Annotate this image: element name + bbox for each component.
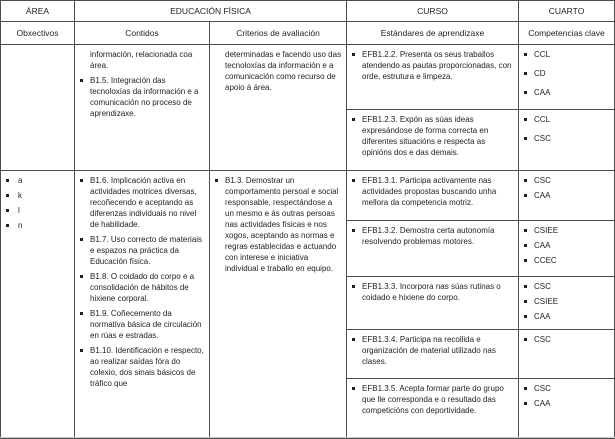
bullet-icon	[6, 224, 9, 227]
competency-text: CSIEE	[534, 297, 559, 306]
content-text: B1.10. Identificación e respecto, ao realizar saídas fóra do colexio, dos sinais básicos de tráfico que	[90, 346, 204, 388]
cell-standard	[347, 45, 519, 110]
competency-item	[523, 383, 610, 394]
content-text: B1.5. Integración das tecnoloxías da información e a comunicación no proceso de aprendizaxe.	[90, 76, 199, 118]
competency-item	[523, 240, 610, 251]
standard-item	[351, 114, 514, 158]
standard-item	[351, 175, 514, 208]
cell-objectives-block2	[1, 171, 75, 439]
objective-text: n	[18, 221, 23, 230]
content-text: B1.9. Coñecemento da normativa básica de circulación en rúas e estradas.	[90, 309, 202, 340]
bullet-icon	[524, 338, 527, 341]
cell-standard	[347, 379, 519, 439]
competency-item	[523, 133, 610, 144]
competency-text: CSC	[534, 282, 551, 291]
objective-text: l	[18, 206, 20, 215]
bullet-icon	[524, 137, 527, 140]
bullet-icon	[524, 91, 527, 94]
bullet-icon	[352, 338, 355, 341]
content-item	[79, 175, 205, 230]
criteria-item	[214, 175, 342, 274]
bullet-icon	[215, 179, 218, 182]
cell-standard	[347, 221, 519, 277]
bullet-icon	[524, 194, 527, 197]
competency-item	[523, 334, 610, 345]
col-header-competencias: Competencias clave	[519, 22, 615, 45]
content-item	[79, 345, 205, 389]
content-text: B1.6. Implicación activa en actividades motrices diversas, recoñecendo e aceptando as diferenzas individuais no nivel de habilidade.	[90, 176, 197, 229]
header-course: CURSO	[347, 1, 519, 22]
bullet-icon	[80, 179, 83, 182]
objective-item	[5, 175, 70, 186]
competency-item	[523, 225, 610, 236]
competency-text: CAA	[534, 241, 551, 250]
bullet-icon	[6, 209, 9, 212]
competency-item	[523, 398, 610, 409]
content-item	[79, 234, 205, 267]
bullet-icon	[352, 118, 355, 121]
competency-text: CSC	[534, 335, 551, 344]
standard-text: EFB1.2.2. Presenta os seus traballos atendendo as pautas proporcionadas, con orde, estrutura e limpeza.	[362, 50, 512, 81]
standard-text: EFB1.3.5. Acepta formar parte do grupo que lle corresponda e o resultado das competicións con deportividade.	[362, 384, 504, 415]
competency-item	[523, 255, 610, 266]
cell-competencies	[519, 221, 615, 277]
standard-item	[351, 225, 514, 247]
objective-text: a	[18, 176, 23, 185]
standard-text: EFB1.3.2. Demostra certa autonomía resolvendo problemas motores.	[362, 226, 495, 246]
competency-item	[523, 114, 610, 125]
standard-item	[351, 383, 514, 416]
bullet-icon	[524, 259, 527, 262]
content-item	[79, 271, 205, 304]
bullet-icon	[80, 238, 83, 241]
col-header-contidos: Contidos	[75, 22, 210, 45]
bullet-icon	[524, 118, 527, 121]
competency-item	[523, 281, 610, 292]
bullet-icon	[6, 194, 9, 197]
competency-text: CD	[534, 69, 546, 78]
standard-text: EFB1.3.1. Participa activamente nas actividades propostas buscando unha mellora da competencia motriz.	[362, 176, 497, 207]
objective-item	[5, 220, 70, 231]
competency-item	[523, 68, 610, 79]
competency-text: CSC	[534, 134, 551, 143]
cell-competencies	[519, 330, 615, 379]
cell-standard	[347, 330, 519, 379]
competency-text: CAA	[534, 191, 551, 200]
bullet-icon	[524, 315, 527, 318]
objective-item	[5, 190, 70, 201]
bullet-icon	[352, 285, 355, 288]
bullet-icon	[524, 179, 527, 182]
cell-contents-block1	[75, 45, 210, 171]
criteria-text: B1.3. Demostrar un comportamento persoal e social responsable, respectándose a un mesmo e ás outras persoas nas actividades físicas e nos xogos, aceptando as normas e regras establecidas e actuando con interese e iniciativa individual e traballo en equipo.	[225, 176, 339, 273]
bullet-icon	[6, 179, 9, 182]
bullet-icon	[352, 53, 355, 56]
bullet-icon	[524, 300, 527, 303]
bullet-icon	[524, 244, 527, 247]
competency-text: CCL	[534, 50, 551, 59]
bullet-icon	[524, 285, 527, 288]
header-subject: EDUCACIÓN FÍSICA	[75, 1, 347, 22]
col-header-obxectivos: Obxectivos	[1, 22, 75, 45]
content-item	[79, 308, 205, 341]
competency-text: CAA	[534, 88, 551, 97]
competency-item	[523, 49, 610, 60]
bullet-icon	[524, 402, 527, 405]
bullet-icon	[524, 229, 527, 232]
criteria-text: determinadas e facendo uso das tecnoloxías da información e a comunicación como recurso de apoio á área.	[225, 50, 342, 92]
standard-text: EFB1.3.4. Participa na recollida e organización de material utilizado nas clases.	[362, 335, 496, 366]
criteria-item	[214, 49, 342, 93]
standard-item	[351, 49, 514, 82]
competency-text: CAA	[534, 399, 551, 408]
competency-text: CCL	[534, 115, 551, 124]
content-item	[79, 49, 205, 71]
competency-text: CSIEE	[534, 226, 559, 235]
competency-text: CSC	[534, 384, 551, 393]
objective-item	[5, 205, 70, 216]
cell-criteria-block2	[210, 171, 347, 439]
cell-standard	[347, 171, 519, 221]
competency-item	[523, 190, 610, 201]
cell-competencies	[519, 379, 615, 439]
header-area: ÁREA	[1, 1, 75, 22]
content-text: información, relacionada coa área.	[90, 50, 193, 70]
competency-item	[523, 87, 610, 98]
competency-text: CAA	[534, 312, 551, 321]
bullet-icon	[80, 312, 83, 315]
standard-item	[351, 281, 514, 303]
page-edge-divider	[0, 437, 615, 438]
cell-competencies	[519, 110, 615, 171]
cell-standard	[347, 277, 519, 330]
competency-item	[523, 311, 610, 322]
bullet-icon	[352, 387, 355, 390]
bullet-icon	[524, 53, 527, 56]
bullet-icon	[80, 79, 83, 82]
competency-text: CCEC	[534, 256, 557, 265]
standard-item	[351, 334, 514, 367]
competency-item	[523, 296, 610, 307]
cell-competencies	[519, 171, 615, 221]
col-header-criterios: Criterios de avaliación	[210, 22, 347, 45]
competency-text: CSC	[534, 176, 551, 185]
bullet-icon	[524, 387, 527, 390]
content-text: B1.7. Uso correcto de materiais e espazos na práctica da Educación física.	[90, 235, 203, 266]
cell-contents-block2	[75, 171, 210, 439]
cell-competencies	[519, 45, 615, 110]
bullet-icon	[352, 179, 355, 182]
standard-text: EFB1.3.3. Incorpora nas súas rutinas o coidado e hixiene do corpo.	[362, 282, 501, 302]
cell-objectives-block1	[1, 45, 75, 171]
standard-text: EFB1.2.3. Expón as súas ideas expresándose de forma correcta en diferentes situacións e respecta as opinións dos e das demais.	[362, 115, 489, 157]
competency-item	[523, 175, 610, 186]
bullet-icon	[80, 275, 83, 278]
content-text: B1.8. O coidado do corpo e a consolidación de hábitos de hixiene corporal.	[90, 272, 195, 303]
content-item	[79, 75, 205, 119]
cell-criteria-block1	[210, 45, 347, 171]
bullet-icon	[352, 229, 355, 232]
header-grade: CUARTO	[519, 1, 615, 22]
cell-standard	[347, 110, 519, 171]
col-header-estandares: Estándares de aprendizaxe	[347, 22, 519, 45]
bullet-icon	[80, 349, 83, 352]
bullet-icon	[524, 72, 527, 75]
objective-text: k	[18, 191, 22, 200]
cell-competencies	[519, 277, 615, 330]
